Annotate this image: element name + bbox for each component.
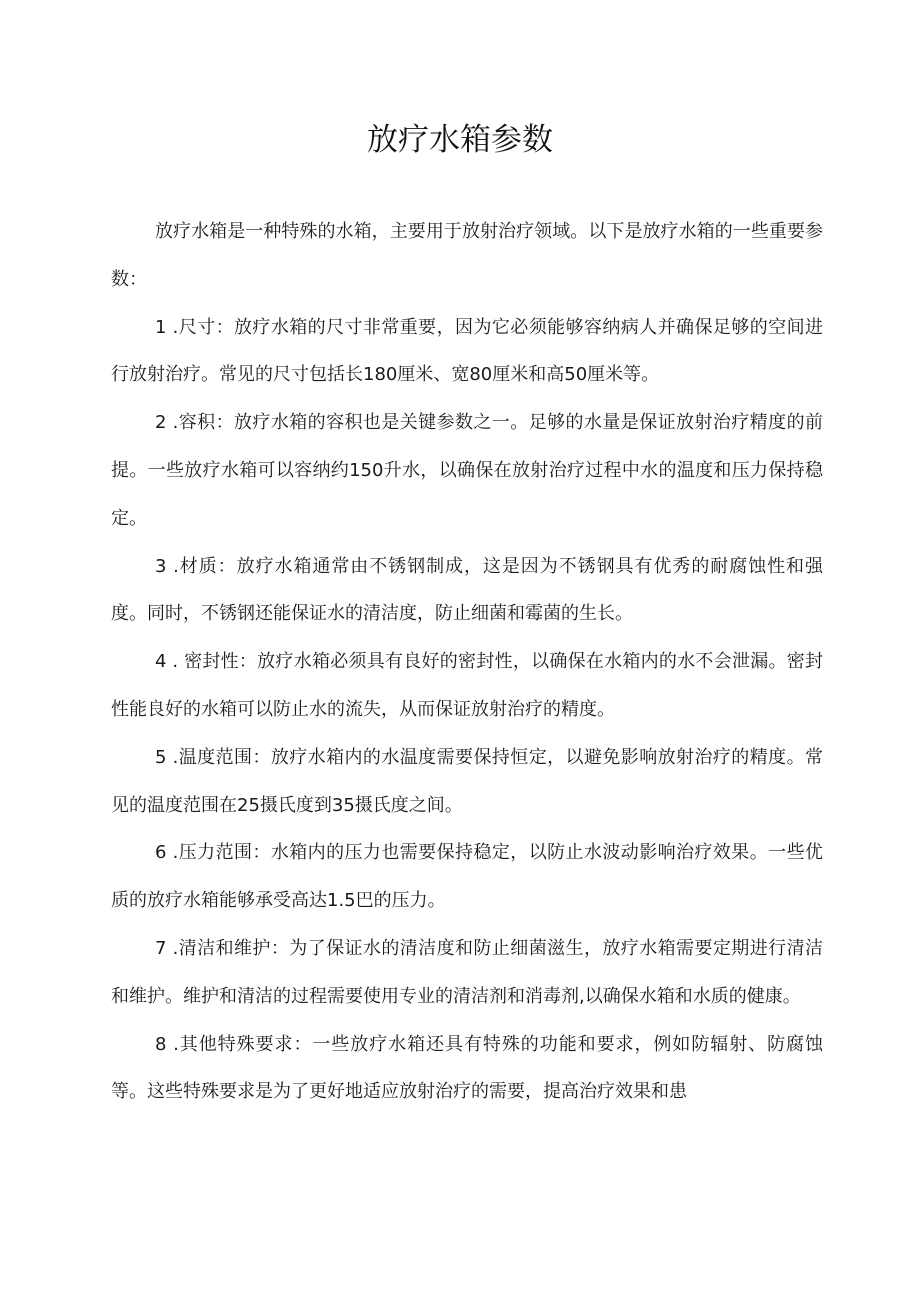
list-item <box>111 734 823 830</box>
item-text: .其他特殊要求：一些放疗水箱还具有特殊的功能和要求，例如防辐射、防腐蚀等。这些特殊要求是为了更好地适应放射治疗的需要，提高治疗效果和患 <box>111 1033 823 1103</box>
page-title: 放疗水箱参数 <box>367 122 553 158</box>
item-text: . 密封性：放疗水箱必须具有良好的密封性，以确保在水箱内的水不会泄漏。密封性能良好的水箱可以防止水的流失，从而保证放射治疗的精度。 <box>111 651 823 720</box>
list-item <box>111 304 823 400</box>
list-item <box>111 829 823 925</box>
item-number: 7 <box>155 937 167 959</box>
item-number: 6 <box>155 842 167 864</box>
item-text: .压力范围：水箱内的压力也需要保持稳定，以防止水波动影响治疗效果。一些优质的放疗水箱能够承受高达1.5巴的压力。 <box>111 842 823 912</box>
item-number: 5 <box>155 746 167 768</box>
list-item <box>111 638 823 734</box>
list-item <box>111 1021 823 1117</box>
item-number: 2 <box>155 412 167 434</box>
list-item <box>111 925 823 1021</box>
item-number: 8 <box>155 1033 167 1055</box>
list-item <box>111 399 823 542</box>
item-number: 4 <box>155 651 167 673</box>
item-number: 1 <box>155 316 167 338</box>
document-body <box>111 208 823 1116</box>
list-item <box>111 543 823 639</box>
item-number: 3 <box>155 555 167 577</box>
item-text: .温度范围：放疗水箱内的水温度需要保持恒定，以避免影响放射治疗的精度。常见的温度范围在25摄氏度到35摄氏度之间。 <box>111 746 823 816</box>
intro-paragraph: 放疗水箱是一种特殊的水箱，主要用于放射治疗领域。以下是放疗水箱的一些重要参数： <box>111 221 823 290</box>
item-text: .材质：放疗水箱通常由不锈钢制成，这是因为不锈钢具有优秀的耐腐蚀性和强度。同时，不锈钢还能保证水的清洁度，防止细菌和霉菌的生长。 <box>111 555 823 625</box>
item-text: .容积：放疗水箱的容积也是关键参数之一。足够的水量是保证放射治疗精度的前提。一些放疗水箱可以容纳约150升水，以确保在放射治疗过程中水的温度和压力保持稳定。 <box>111 412 823 529</box>
item-text: .清洁和维护：为了保证水的清洁度和防止细菌滋生，放疗水箱需要定期进行清洁和维护。维护和清洁的过程需要使用专业的清洁剂和消毒剂,以确保水箱和水质的健康。 <box>111 937 823 1007</box>
item-text: .尺寸：放疗水箱的尺寸非常重要，因为它必须能够容纳病人并确保足够的空间进行放射治疗。常见的尺寸包括长180厘米、宽80厘米和高50厘米等。 <box>111 316 823 386</box>
